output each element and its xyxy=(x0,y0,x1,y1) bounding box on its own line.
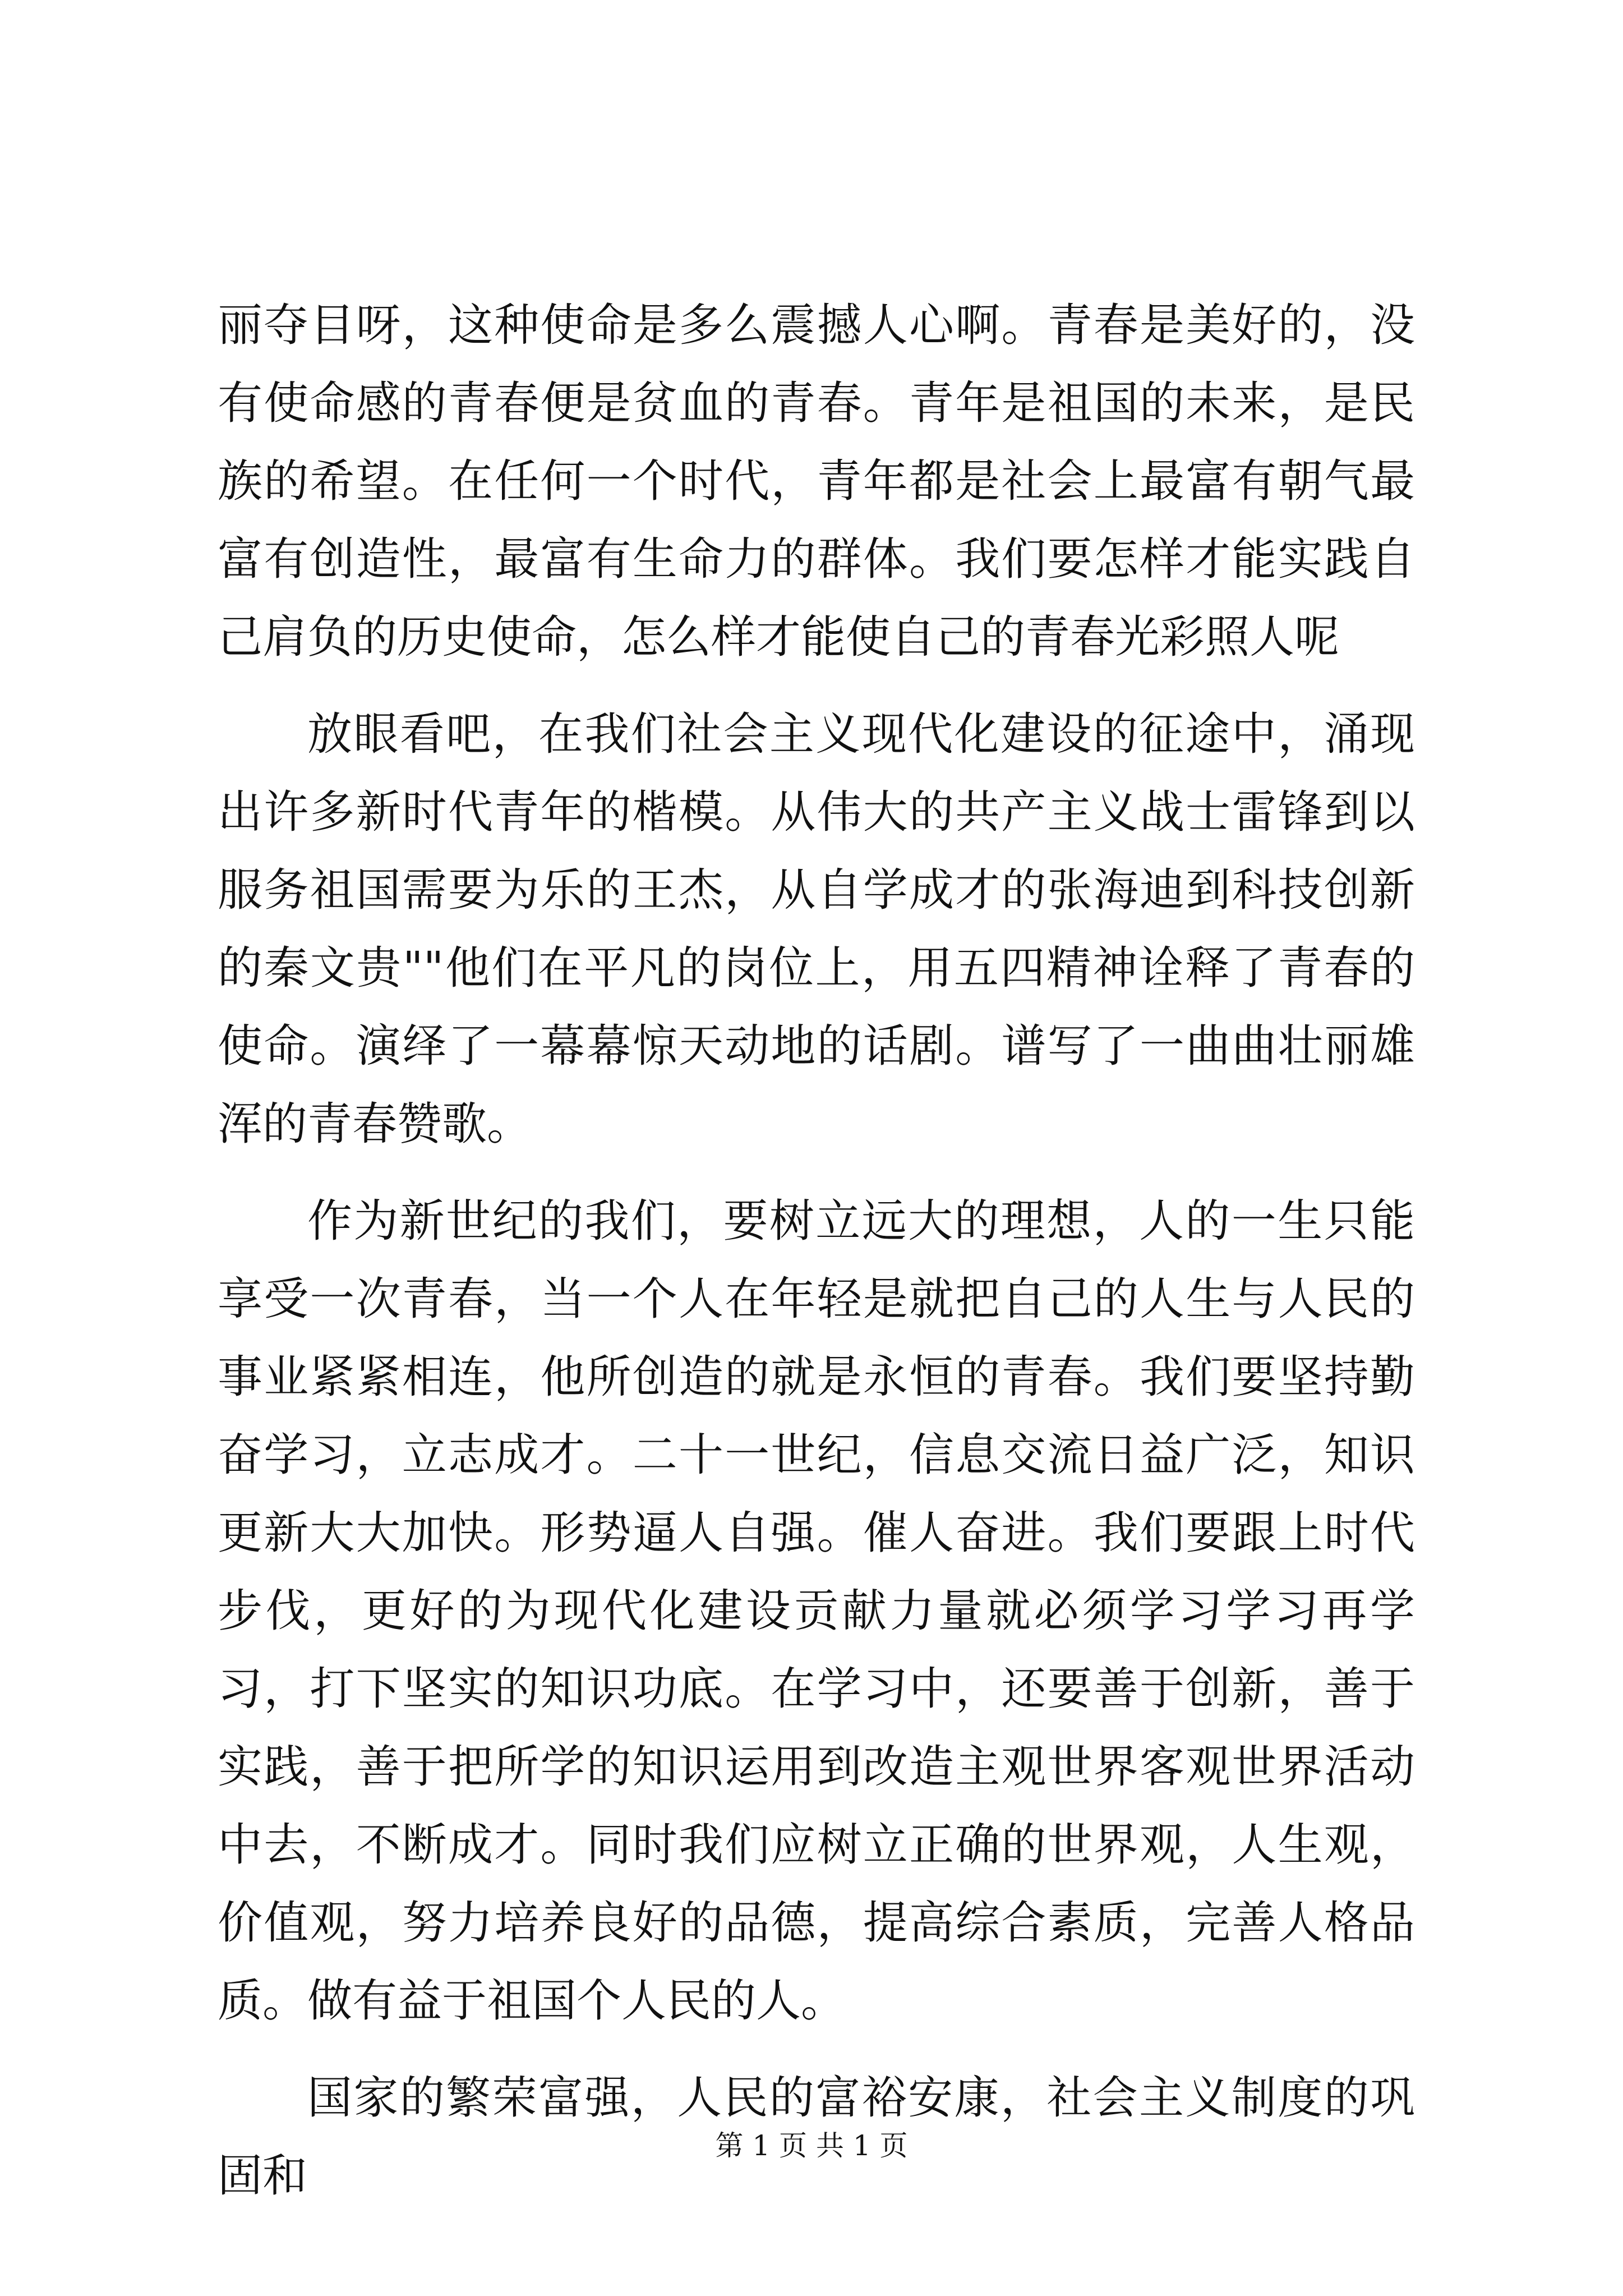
paragraph-4: 国家的繁荣富强，人民的富裕安康，社会主义制度的巩固和 xyxy=(218,2072,1415,2202)
paragraph-3: 作为新世纪的我们，要树立远大的理想，人的一生只能享受一次青春，当一个人在年轻是就把自己的人生与人民的事业紧紧相连，他所创造的就是永恒的青春。我们要坚持勤奋学习，立志成才。二十一世纪，信息交流日益广泛，知识更新大大加快。形势逼人自强。催人奋进。我们要跟上时代步伐，更好的为现代化建设贡献力量就必须学习学习再学习，打下坚实的知识功底。在学习中，还要善于创新，善于实践，善于把所学的知识运用到改造主观世界客观世界活动中去，不断成才。同时我们应树立正确的世界观，人生观，价值观，努力培养良好的品德，提高综合素质，完善人格品质。做有益于祖国个人民的人。 xyxy=(218,1195,1415,2027)
document-body xyxy=(218,286,1415,2215)
paragraph-2: 放眼看吧，在我们社会主义现代化建设的征途中，涌现出许多新时代青年的楷模。从伟大的共产主义战士雷锋到以服务祖国需要为乐的王杰，从自学成才的张海迪到科技创新的秦文贵""他们在平凡的岗位上，用五四精神诠释了青春的使命。演绎了一幕幕惊天动地的话剧。谱写了一曲曲壮丽雄浑的青春赞歌。 xyxy=(218,708,1415,1150)
paragraph-1: 丽夺目呀，这种使命是多么震撼人心啊。青春是美好的，没有使命感的青春便是贫血的青春。青年是祖国的未来，是民族的希望。在任何一个时代，青年都是社会上最富有朝气最富有创造性，最富有生命力的群体。我们要怎样才能实践自己肩负的历史使命，怎么样才能使自己的青春光彩照人呢 xyxy=(218,299,1415,663)
page-footer: 第 1 页 共 1 页 xyxy=(715,2129,908,2162)
